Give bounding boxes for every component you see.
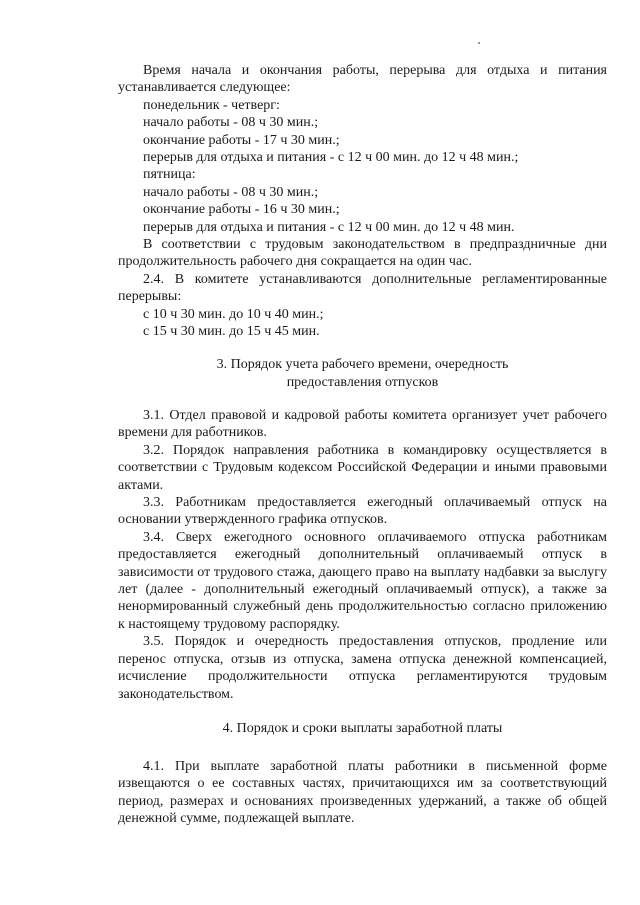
- friday-end: окончание работы - 16 ч 30 мин.;: [143, 202, 340, 218]
- section-3-heading-line-2: предоставления отпусков: [286, 375, 439, 390]
- work-schedule-block: [118, 62, 607, 341]
- friday-label: пятница:: [143, 167, 196, 183]
- paragraph-3-2: 3.2. Порядок направления работника в командировку осуществляется в соответствии с Трудовым кодексом Российской Федерации и иными правовыми актами.: [118, 442, 607, 493]
- paragraph-2-4: 2.4. В комитете устанавливаются дополнительные регламентированные перерывы:: [118, 271, 607, 305]
- mon-thu-start: начало работы - 08 ч 30 мин.;: [143, 115, 319, 131]
- extra-break-2: с 15 ч 30 мин. до 15 ч 45 мин.: [143, 324, 320, 340]
- paragraph-3-4: 3.4. Сверх ежегодного основного оплачиваемого отпуска работникам предоставляется ежегодный дополнительный оплачиваемый отпуск в зависимости от трудового стажа, дающего право на выплату надбавки за выслугу лет (далее - дополнительный ежегодный оплачиваемый отпуск), а также за ненормированный служебный день продолжительностью согласно приложению к настоящему трудовому распорядку.: [118, 529, 607, 632]
- scan-speck: [478, 42, 480, 44]
- section-3-heading-line-1: 3. Порядок учета рабочего времени, очередность: [216, 357, 509, 372]
- paragraph-3-3: 3.3. Работникам предоставляется ежегодный оплачиваемый отпуск на основании утвержденного графика отпусков.: [118, 495, 607, 528]
- paragraph-3-5: 3.5. Порядок и очередность предоставления отпусков, продление или перенос отпуска, отзыв из отпуска, замена отпуска денежной компенсацией, исчисление продолжительности отпуска регламентируются трудовым законодательством.: [118, 634, 607, 702]
- friday-start: начало работы - 08 ч 30 мин.;: [143, 184, 319, 200]
- mon-thu-end: окончание работы - 17 ч 30 мин.;: [143, 132, 340, 148]
- friday-break: перерыв для отдыха и питания - с 12 ч 00 мин. до 12 ч 48 мин.: [143, 219, 515, 235]
- mon-thu-break: перерыв для отдыха и питания - с 12 ч 00 мин. до 12 ч 48 мин.;: [143, 150, 519, 166]
- extra-break-1: с 10 ч 30 мин. до 10 ч 40 мин.;: [143, 306, 324, 322]
- mon-thu-label: понедельник - четверг:: [143, 97, 280, 113]
- section-3-body: [118, 407, 607, 703]
- paragraph-4-1: 4.1. При выплате заработной платы работники в письменной форме извещаются о ее составных частях, причитающихся им за соответствующий период, размерах и основаниях произведенных удержаний, а также об общей денежной сумме, подлежащей выплате.: [118, 759, 607, 827]
- section-4-body: [118, 758, 607, 828]
- preholiday-paragraph: В соответствии с трудовым законодательством в предпраздничные дни продолжительность рабочего дня сокращается на один час.: [118, 237, 607, 270]
- section-4-heading: 4. Порядок и сроки выплаты заработной платы: [222, 721, 503, 736]
- paragraph-3-1: 3.1. Отдел правовой и кадровой работы комитета организует учет рабочего времени для работников.: [118, 408, 607, 441]
- schedule-intro: Время начала и окончания работы, перерыва для отдыха и питания устанавливается следующее:: [118, 63, 607, 96]
